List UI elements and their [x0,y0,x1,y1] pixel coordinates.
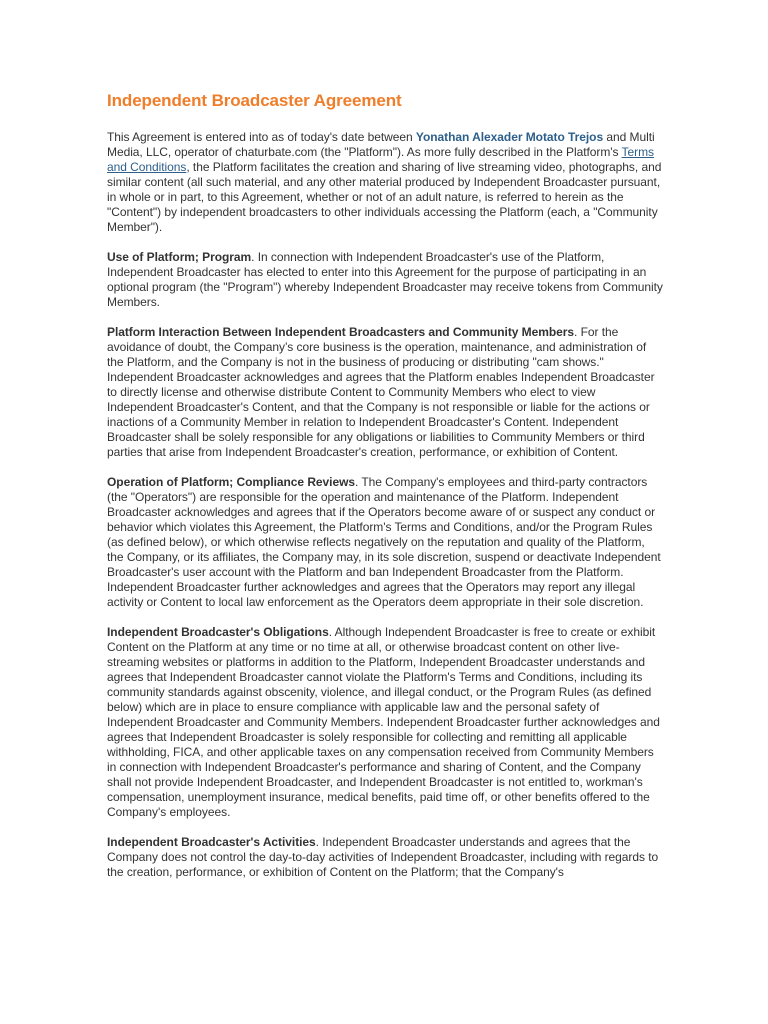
section-broadcaster-activities [107,835,663,880]
terms-and-conditions-link[interactable]: Terms and Conditions [107,145,654,174]
section-text: . In connection with Independent Broadcaster's use of the Platform, Independent Broadcaster has elected to enter into this Agreement for the purpose of participating in an optional program (the "Program") whereby Independent Broadcaster may receive tokens from Community Members. [107,250,663,309]
section-broadcaster-obligations [107,625,663,820]
section-use-of-platform [107,250,663,310]
section-text: . Although Independent Broadcaster is free to create or exhibit Content on the Platform at any time or no time at all, or otherwise broadcast content on other live-streaming websites or platforms in addition to the Platform, Independent Broadcaster understands and agrees that Independent Broadcaster cannot violate the Platform's Terms and Conditions, including its community standards against obscenity, violence, and illegal conduct, or the Program Rules (as defined below) which are in place to ensure compliance with applicable law and the personal safety of Independent Broadcaster and Community Members. Independent Broadcaster further acknowledges and agrees that Independent Broadcaster is solely responsible for collecting and remitting all applicable withholding, FICA, and other applicable taxes on any compensation received from Community Members in connection with Independent Broadcaster's performance and sharing of Content, and the Company shall not provide Independent Broadcaster, and Independent Broadcaster is not entitled to, workman's compensation, unemployment insurance, medical benefits, paid time off, or other benefits offered to the Company's employees. [107,625,660,819]
section-text: . Independent Broadcaster understands and agrees that the Company does not control the day-to-day activities of Independent Broadcaster, including with regards to the creation, performance, or exhibition of Content on the Platform; that the Company's [107,835,659,879]
section-text: . For the avoidance of doubt, the Company’s core business is the operation, maintenance, and administration of the Platform, and the Company is not in the business of producing or distributing "cam shows." Independent Broadcaster acknowledges and agrees that the Platform enables Independent Broadcaster to directly license and otherwise distribute Content to Community Members who elect to view Independent Broadcaster's Content, and that the Company is not responsible or liable for the actions or inactions of a Community Member in relation to Independent Broadcaster's Content. Independent Broadcaster shall be solely responsible for any obligations or liabilities to Community Members or third parties that arise from Independent Broadcaster's creation, performance, or exhibition of Content. [107,325,655,459]
intro-text-after-link: , the Platform facilitates the creation and sharing of live streaming video, photographs, and similar content (all such material, and any other material produced by Independent Broadcaster pursuant, in whole or in part, to this Agreement, whether or not of an adult nature, is referred to herein as the "Content") by independent broadcasters to other individuals accessing the Platform (each, a "Community Member"). [107,160,662,234]
section-platform-interaction [107,325,663,460]
section-heading: Independent Broadcaster's Activities [107,835,316,849]
intro-text-after-party: and Multi Media, LLC, operator of chaturbate.com (the "Platform"). As more fully described in the Platform's [107,130,655,159]
section-heading: Use of Platform; Program [107,250,252,264]
document-title: Independent Broadcaster Agreement [107,91,402,110]
section-text: . The Company's employees and third-party contractors (the "Operators") are responsible for the operation and maintenance of the Platform. Independent Broadcaster acknowledges and agrees that if the Operators become aware of or suspect any conduct or behavior which violates this Agreement, the Platform's Terms and Conditions, and/or the Program Rules (as defined below), or which otherwise reflects negatively on the reputation and quality of the Platform, the Company, or its affiliates, the Company may, in its sole discretion, suspend or deactivate Independent Broadcaster's user account with the Platform and ban Independent Broadcaster from the Platform. Independent Broadcaster further acknowledges and agrees that the Operators may report any illegal activity or Content to local law enforcement as the Operators deem appropriate in their sole discretion. [107,475,661,609]
section-heading: Platform Interaction Between Independent Broadcasters and Community Members [107,325,575,339]
section-heading: Independent Broadcaster's Obligations [107,625,329,639]
intro-paragraph [107,130,663,235]
section-operation-of-platform [107,475,663,610]
party-name: Yonathan Alexader Motato Trejos [415,130,604,144]
intro-text-before-party: This Agreement is entered into as of today's date between [107,130,416,144]
document-page [107,90,663,895]
section-heading: Operation of Platform; Compliance Reviews [107,475,355,489]
